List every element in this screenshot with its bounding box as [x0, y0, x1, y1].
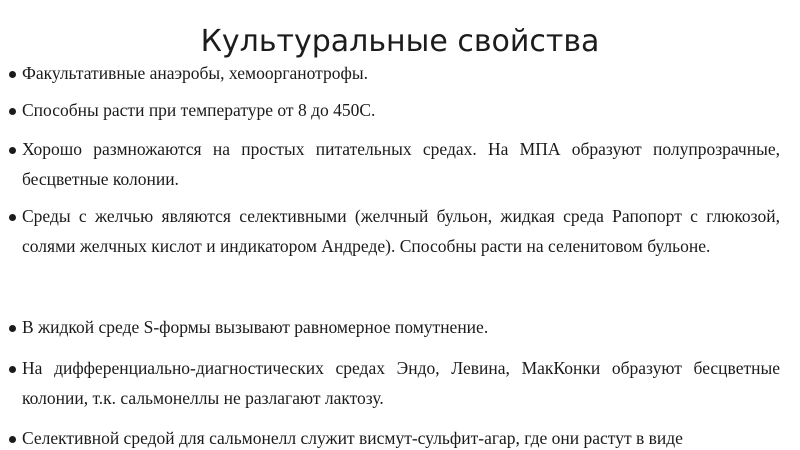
- bullet-dot-icon: [9, 436, 16, 443]
- bullet-dot-icon: [9, 108, 16, 115]
- bullet-dot-icon: [9, 214, 16, 221]
- bullet-text: Селективной средой для сальмонелл служит висмут-сульфит-агар, где они растут в виде: [22, 428, 683, 448]
- bullet-dot-icon: [9, 147, 16, 154]
- slide-title: Культуральные свойства: [200, 24, 600, 59]
- bullet-dot-icon: [9, 325, 16, 332]
- bullet-text: Хорошо размножаются на простых питательных средах. На МПА образуют полупрозрачные, бесцветные колонии.: [22, 139, 780, 189]
- bullet-text: В жидкой среде S-формы вызывают равномерное помутнение.: [22, 317, 489, 337]
- bullet-dot-icon: [9, 366, 16, 373]
- bullet-dot-icon: [9, 71, 16, 78]
- bullet-text: Факультативные анаэробы, хемоорганотрофы.: [22, 63, 368, 83]
- bullet-text: Способны расти при температуре от 8 до 450С.: [22, 100, 376, 120]
- bullet-text: Среды с желчью являются селективными (желчный бульон, жидкая среда Рапопорт с глюкозой, солями желчных кислот и индикатором Андреде). Способны расти на селенитовом бульоне.: [22, 206, 780, 256]
- bullet-text: На дифференциально-диагностических средах Эндо, Левина, МакКонки образуют бесцветные колонии, т.к. сальмонеллы не разлагают лактозу.: [22, 358, 780, 408]
